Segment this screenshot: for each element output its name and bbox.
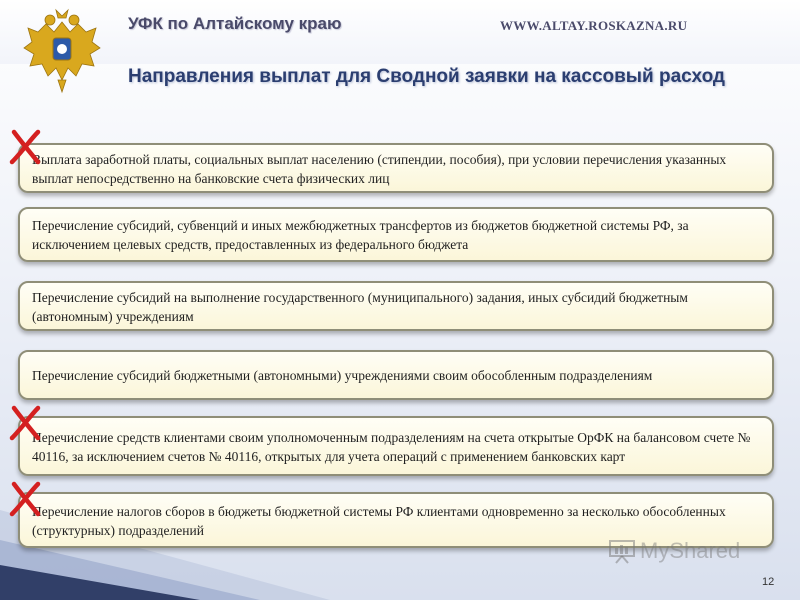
page-number: 12: [762, 576, 775, 588]
red-cross-icon: [8, 404, 42, 442]
watermark-text: MyShared: [640, 538, 741, 563]
site-url[interactable]: WWW.ALTAY.ROSKAZNA.RU: [500, 18, 688, 33]
double-headed-eagle-emblem-icon: [20, 8, 104, 94]
page-title: Направления выплат для Сводной заявки на кассовый расход: [128, 66, 725, 87]
list-item: [18, 281, 774, 331]
watermark: [608, 538, 740, 564]
red-cross-icon: [8, 480, 42, 518]
presentation-board-icon: [608, 538, 636, 564]
list-item: [18, 207, 774, 262]
list-item-text: Перечисление средств клиентами своим уполномоченным подразделениям на счета открытые ОрФК на балансовом счете № 40116, за исключением счетов № 40116, открытых для учета операций с применением банковских карт: [32, 429, 751, 464]
list-item: [18, 350, 774, 400]
list-item-text: Перечисление налогов сборов в бюджеты бюджетной системы РФ клиентами одновременно за несколько обособленных (структурных) подразделений: [32, 503, 726, 538]
list-item-text: Перечисление субсидий, субвенций и иных межбюджетных трансфертов из бюджетов бюджетной системы РФ, за исключением целевых средств, предоставленных из федерального бюджета: [32, 218, 689, 252]
list-item-text: Перечисление субсидий на выполнение государственного (муниципального) задания, иных субсидий бюджетным (автономным) учреждениям: [32, 289, 688, 324]
org-name: УФК по Алтайскому краю: [128, 14, 342, 33]
list-item: [18, 143, 774, 193]
list-item-text: Выплата заработной платы, социальных выплат населению (стипендии, пособия), при условии перечисления указанных выплат непосредственно на банковские счета физических лиц: [32, 151, 727, 186]
list-item-text: Перечисление субсидий бюджетными (автономными) учреждениями своим обособленным подразделениям: [32, 368, 653, 383]
red-cross-icon: [8, 128, 42, 166]
list-item: [18, 416, 774, 476]
